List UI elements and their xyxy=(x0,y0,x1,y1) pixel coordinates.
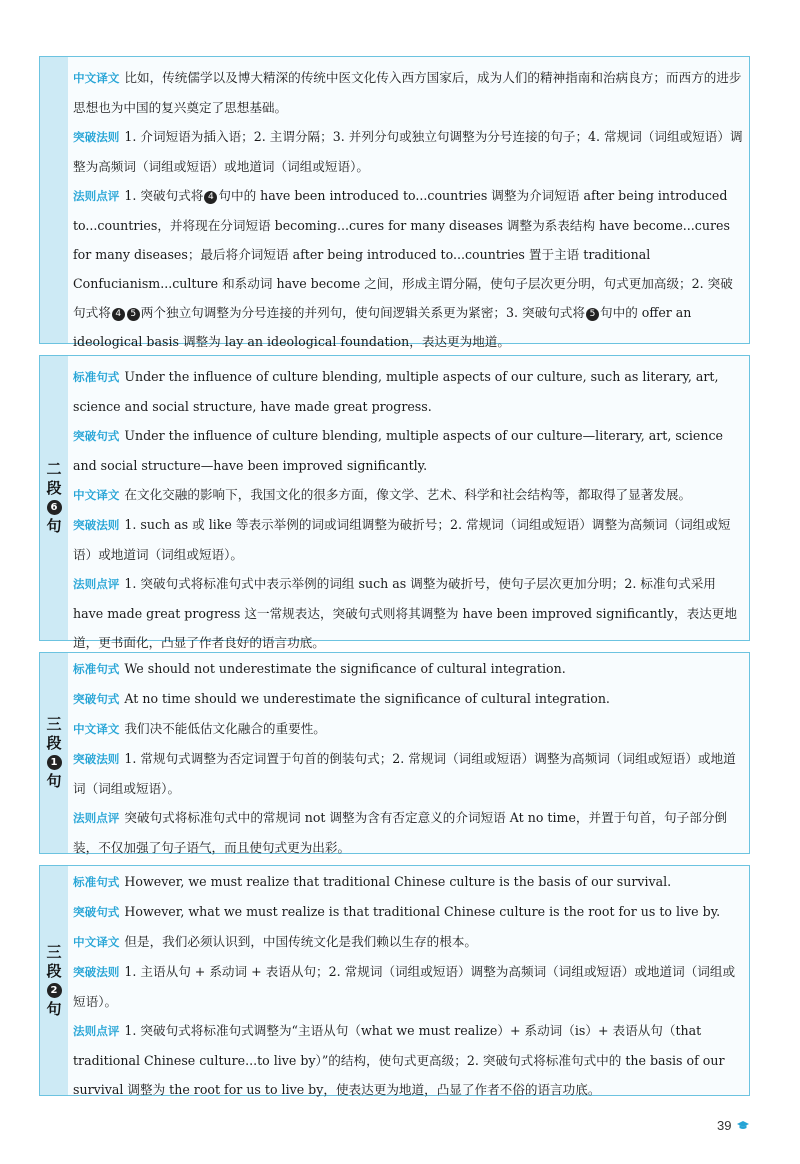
graduation-cap-icon xyxy=(737,1120,749,1132)
section-content xyxy=(73,654,743,862)
page-number: 39 xyxy=(717,1118,732,1133)
rule-commentary-label: 法则点评 xyxy=(73,1024,120,1038)
breakthrough-sentence: 突破句式 However, what we must realize is that traditional Chinese culture is the root for us to live by. xyxy=(73,904,721,919)
chinese-translation: 中文译文 但是，我们必须认识到，中国传统文化是我们赖以生存的根本。 xyxy=(73,934,478,949)
section-side-label: 二 段 6 句 xyxy=(40,356,68,640)
rule-commentary: 法则点评 1. 突破句式将 4 句中的 have been introduced to...countries 调整为介词短语 after being introduced to...countries，并将现在分词短语 becoming...cures for many diseases 调整为系表结构 have become...cures for many diseases；最后将介词短语 after being introduced to...countries 置于主语 traditional Confucianism...culture 和系动词 have become 之间，形成主谓分隔，使句子层次更分明，句式更加高级；2. 突破句式将 4 5 两个独立句调整为分号连接的并列句，使句间逻辑关系更为紧密；3. 突破句式将 5 句中的 offer an ideological basis 调整为 lay an ideological foundation，表达更为地道。 xyxy=(73,188,733,349)
sentence-number-badge: 6 xyxy=(47,500,62,515)
chinese-translation: 中文译文 在文化交融的影响下，我国文化的很多方面，像文学、艺术、科学和社会结构等，都取得了显著发展。 xyxy=(73,487,692,502)
sentence-number-badge: 4 xyxy=(112,308,125,321)
standard-sentence: 标准句式 Under the influence of culture blending, multiple aspects of our culture, such as literary, art, science and social structure, have made great progress. xyxy=(73,369,719,414)
rule-commentary: 法则点评 1. 突破句式将标准句式中表示举例的词组 such as 调整为破折号，使句子层次更加分明；2. 标准句式采用 have made great progress 这一常规表达，突破句式则将其调整为 have been improved significantly，表达更地道，更书面化，凸显了作者良好的语言功底。 xyxy=(73,576,737,650)
section-paragraph-3-sentence-1 xyxy=(39,652,750,854)
breakthrough-rules-label: 突破法则 xyxy=(73,752,120,766)
chinese-translation: 中文译文 我们决不能低估文化融合的重要性。 xyxy=(73,721,326,736)
breakthrough-rules: 突破法则 1. 主语从句 + 系动词 + 表语从句；2. 常规词（词组或短语）调整为高频词（词组或短语）或地道词（词组或短语）。 xyxy=(73,964,736,1009)
standard-sentence-label: 标准句式 xyxy=(73,875,120,889)
chinese-translation-label: 中文译文 xyxy=(73,722,120,736)
breakthrough-rules: 突破法则 1. 介词短语为插入语；2. 主谓分隔；3. 并列分句或独立句调整为分号连接的句子；4. 常规词（词组或短语）调整为高频词（词组或短语）或地道词（词组或短语）。 xyxy=(73,129,743,174)
standard-sentence-label: 标准句式 xyxy=(73,370,120,384)
rule-commentary-label: 法则点评 xyxy=(73,811,120,825)
breakthrough-rules: 突破法则 1. such as 或 like 等表示举例的词或词组调整为破折号；2. 常规词（词组或短语）调整为高频词（词组或短语）或地道词（词组或短语）。 xyxy=(73,517,731,562)
sentence-number-badge: 2 xyxy=(47,983,62,998)
breakthrough-rules-label: 突破法则 xyxy=(73,518,120,532)
rule-commentary-label: 法则点评 xyxy=(73,189,120,203)
sentence-number-badge: 4 xyxy=(204,191,217,204)
breakthrough-sentence-label: 突破句式 xyxy=(73,429,120,443)
breakthrough-sentence: 突破句式 Under the influence of culture blending, multiple aspects of our culture—literary, art, science and social structure—have been improved significantly. xyxy=(73,428,723,473)
section-paragraph-3-sentence-2 xyxy=(39,865,750,1096)
breakthrough-rules: 突破法则 1. 常规句式调整为否定词置于句首的倒装句式；2. 常规词（词组或短语）调整为高频词（词组或短语）或地道词（词组或短语）。 xyxy=(73,751,736,796)
section-side-label: 三 段 2 句 xyxy=(40,866,68,1095)
section-continuation xyxy=(39,56,750,349)
breakthrough-rules-label: 突破法则 xyxy=(73,965,120,979)
sentence-number-badge: 5 xyxy=(127,308,140,321)
section-side-label: 三 段 1 句 xyxy=(40,653,68,853)
standard-sentence: 标准句式 We should not underestimate the significance of cultural integration. xyxy=(73,661,566,676)
section-content xyxy=(73,63,743,356)
rule-commentary: 法则点评 突破句式将标准句式中的常规词 not 调整为含有否定意义的介词短语 At no time，并置于句首，句子部分倒装，不仅加强了句子语气，而且使句式更为出彩。 xyxy=(73,810,728,855)
standard-sentence-label: 标准句式 xyxy=(73,662,120,676)
breakthrough-sentence: 突破句式 At no time should we underestimate the significance of cultural integration. xyxy=(73,691,610,706)
standard-sentence: 标准句式 However, we must realize that traditional Chinese culture is the basis of our survival. xyxy=(73,874,672,889)
breakthrough-rules-label: 突破法则 xyxy=(73,130,120,144)
chinese-translation-label: 中文译文 xyxy=(73,71,120,85)
rule-commentary-label: 法则点评 xyxy=(73,577,120,591)
sentence-number-badge: 1 xyxy=(47,755,62,770)
section-content xyxy=(73,362,743,657)
chinese-translation-label: 中文译文 xyxy=(73,488,120,502)
chinese-translation: 中文译文 比如，传统儒学以及博大精深的传统中医文化传入西方国家后，成为人们的精神指南和治病良方；而西方的进步思想也为中国的复兴奠定了思想基础。 xyxy=(73,70,742,115)
section-side-label xyxy=(40,57,68,343)
rule-commentary: 法则点评 1. 突破句式将标准句式调整为“主语从句（what we must realize）+ 系动词（is）+ 表语从句（that traditional Chinese culture...to live by）”的结构，使句式更高级；2. 突破句式将标准句式中的 the basis of our survival 调整为 the root for us to live by，使表达更为地道，凸显了作者不俗的语言功底。 xyxy=(73,1023,725,1097)
chinese-translation-label: 中文译文 xyxy=(73,935,120,949)
breakthrough-sentence-label: 突破句式 xyxy=(73,692,120,706)
breakthrough-sentence-label: 突破句式 xyxy=(73,905,120,919)
sentence-number-badge: 5 xyxy=(586,308,599,321)
section-content xyxy=(73,867,743,1104)
section-paragraph-2-sentence-6 xyxy=(39,355,750,650)
